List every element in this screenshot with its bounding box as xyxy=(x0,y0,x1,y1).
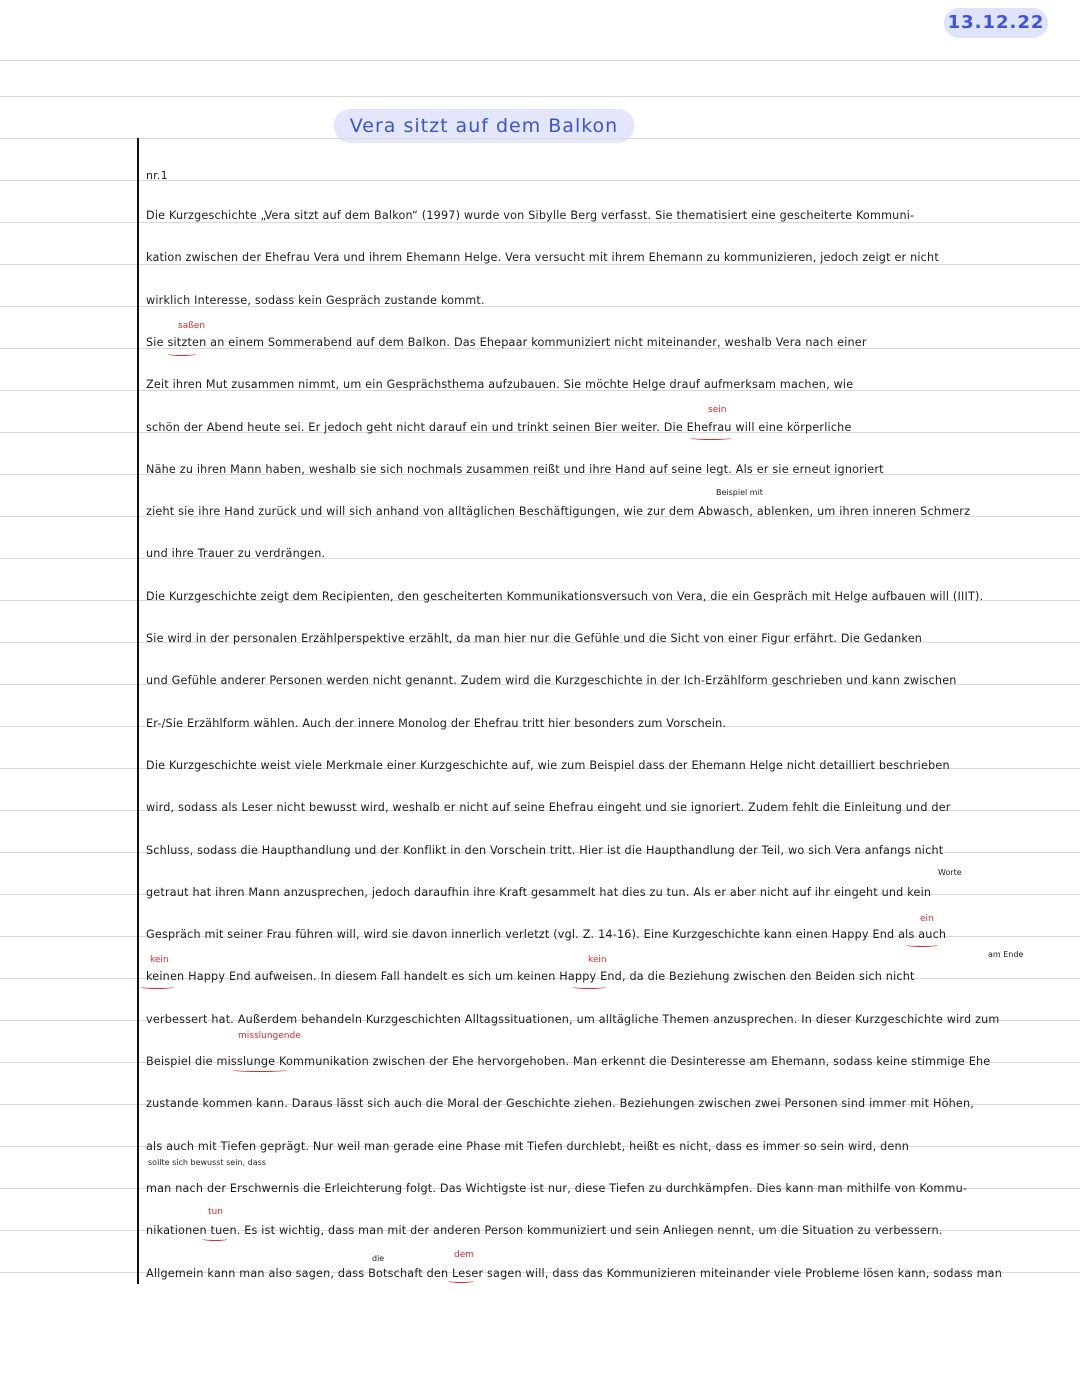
text-line: wirklich Interesse, sodass kein Gespräch zustande kommt. xyxy=(146,293,485,307)
note-am-ende: am Ende xyxy=(988,950,1024,959)
correction-tun: tun xyxy=(208,1207,223,1217)
text-line: Allgemein kann man also sagen, dass Botschaft den Leser sagen will, dass das Kommunizieren miteinander viele Probleme lösen kann, sodass man xyxy=(146,1266,1003,1280)
text-line: keinen Happy End aufweisen. In diesem Fall handelt es sich um keinen Happy End, da die Beziehung zwischen den Beiden sich nicht xyxy=(146,970,915,984)
text-line: Sie sitzten an einem Sommerabend auf dem Balkon. Das Ehepaar kommuniziert nicht miteinander, weshalb Vera nach einer xyxy=(146,335,867,349)
page-title: Vera sitzt auf dem Balkon xyxy=(334,109,634,143)
note-die: die xyxy=(372,1254,385,1263)
text-line: Gespräch mit seiner Frau führen will, wird sie davon innerlich verletzt (vgl. Z. 14-16). Eine Kurzgeschichte kann einen Happy End als auch xyxy=(146,928,947,942)
text-line: Die Kurzgeschichte weist viele Merkmale einer Kurzgeschichte auf, wie zum Beispiel dass der Ehemann Helge nicht detailliert beschrieben xyxy=(146,758,950,772)
correction-misslungende: misslungende xyxy=(238,1031,301,1041)
text-line: getraut hat ihren Mann anzusprechen, jedoch daraufhin ihre Kraft gesammelt hat dies zu tun. Als er aber nicht auf ihr eingeht und kein xyxy=(146,885,932,899)
text-line: verbessert hat. Außerdem behandeln Kurzgeschichten Alltagssituationen, um alltägliche Themen anzusprechen. In dieser Kurzgeschichte wird zum xyxy=(146,1012,1000,1026)
text-line: schön der Abend heute sei. Er jedoch geht nicht darauf ein und trinkt seinen Bier weiter. Die Ehefrau will eine körperliche xyxy=(146,420,852,434)
ruled-line xyxy=(0,96,1080,97)
correction-dem: dem xyxy=(454,1250,475,1260)
text-line: nikationen tuen. Es ist wichtig, dass man mit der anderen Person kommuniziert und sein Anliegen nennt, um die Situation zu verbessern. xyxy=(146,1224,943,1238)
text-line: und Gefühle anderer Personen werden nicht genannt. Zudem wird die Kurzgeschichte in der Ich-Erzählform geschrieben und kann zwischen xyxy=(146,674,957,688)
ruled-line xyxy=(0,138,1080,139)
text-line: Schluss, sodass die Haupthandlung und der Konflikt in den Vorschein tritt. Hier ist die Haupthandlung der Teil, wo sich Vera anfangs nicht xyxy=(146,843,944,857)
underline-sitzten xyxy=(168,352,196,356)
text-line: wird, sodass als Leser nicht bewusst wird, weshalb er nicht auf seine Ehefrau eingeht und sie ignoriert. Zudem fehlt die Einleitung und der xyxy=(146,801,951,815)
correction-kein-1: kein xyxy=(150,955,169,965)
note-worte: Worte xyxy=(938,868,962,877)
underline-misslunge xyxy=(232,1068,288,1072)
text-line: Beispiel die misslunge Kommunikation zwischen der Ehe hervorgehoben. Man erkennt die Desinteresse am Ehemann, sodass keine stimmige Ehe xyxy=(146,1055,991,1068)
text-line: Zeit ihren Mut zusammen nimmt, um ein Gesprächsthema aufzubauen. Sie möchte Helge drauf aufmerksam machen, wie xyxy=(146,378,854,392)
underline-den xyxy=(448,1279,474,1283)
text-line: Die Kurzgeschichte „Vera sitzt auf dem Balkon“ (1997) wurde von Sibylle Berg verfasst. Sie thematisiert eine gescheiterte Kommuni- xyxy=(146,209,915,222)
note-sollte: sollte sich bewusst sein, dass xyxy=(148,1158,266,1167)
text-line: Die Kurzgeschichte zeigt dem Recipienten, den gescheiterten Kommunikationsversuch von Vera, die ein Gespräch mit Helge aufbauen will (IIIT). xyxy=(146,589,984,603)
text-line: Sie wird in der personalen Erzählperspektive erzählt, da man hier nur die Gefühle und die Sicht von einer Figur erfährt. Die Gedanken xyxy=(146,632,923,645)
text-line: zustande kommen kann. Daraus lässt sich auch die Moral der Geschichte ziehen. Beziehungen zwischen zwei Personen sind immer mit Höhen, xyxy=(146,1097,975,1111)
underline-keinen-1 xyxy=(140,985,174,989)
text-line: man nach der Erschwernis die Erleichterung folgt. Das Wichtigste ist nur, diese Tiefen zu durchkämpfen. Dies kann man mithilfe von Kommu- xyxy=(146,1181,968,1195)
underline-keinen-2 xyxy=(572,985,606,989)
note-beispiel-mit: Beispiel mit xyxy=(716,488,763,497)
text-line: zieht sie ihre Hand zurück und will sich anhand von alltäglichen Beschäftigungen, wie zur dem Abwasch, ablenken, um ihren inneren Schmerz xyxy=(146,505,971,519)
task-number: nr.1 xyxy=(146,169,168,182)
underline-seinen xyxy=(690,436,732,440)
ruled-line xyxy=(0,60,1080,61)
text-line: und ihre Trauer zu verdrängen. xyxy=(146,547,326,561)
text-line: kation zwischen der Ehefrau Vera und ihrem Ehemann Helge. Vera versucht mit ihrem Ehemann zu kommunizieren, jedoch zeigt er nicht xyxy=(146,251,939,265)
date-badge: 13.12.22 xyxy=(944,8,1048,38)
underline-einen xyxy=(906,943,938,947)
correction-sassen: saßen xyxy=(178,321,206,331)
correction-kein-2: kein xyxy=(588,955,607,965)
text-line: Er-/Sie Erzählform wählen. Auch der innere Monolog der Ehefrau tritt hier besonders zum Vorschein. xyxy=(146,716,727,730)
underline-tuen xyxy=(202,1237,228,1241)
correction-sein: sein xyxy=(708,405,727,415)
margin-line xyxy=(137,138,139,1284)
correction-ein: ein xyxy=(920,914,934,924)
text-line: als auch mit Tiefen geprägt. Nur weil man gerade eine Phase mit Tiefen durchlebt, heißt es nicht, dass es immer so sein wird, denn xyxy=(146,1139,910,1153)
text-line: Nähe zu ihren Mann haben, weshalb sie sich nochmals zusammen reißt und ihre Hand auf seine legt. Als er sie erneut ignoriert xyxy=(146,462,884,476)
